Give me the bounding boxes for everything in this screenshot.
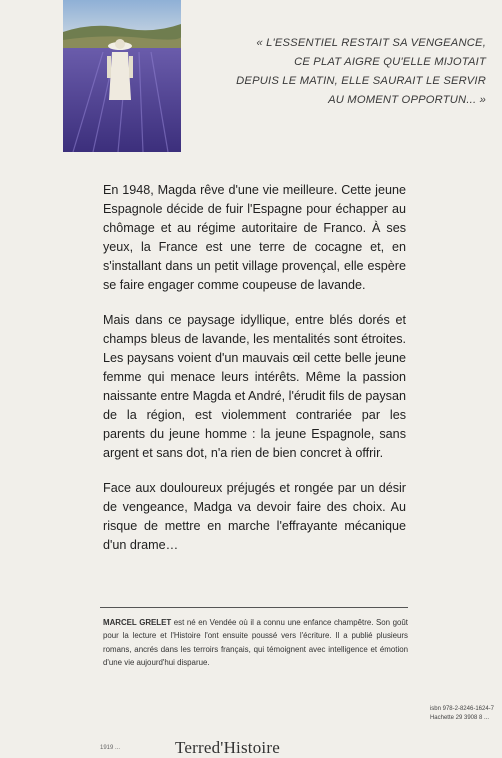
divider: [100, 607, 408, 608]
distributor-code: Hachette 29 3908 8 ...: [429, 715, 489, 721]
author-name: MARCEL GRELET: [103, 618, 172, 627]
isbn-block: [430, 705, 494, 723]
lavender-field-illustration: [63, 0, 181, 152]
synopsis-paragraph: Mais dans ce paysage idyllique, entre blés dorés et champs bleus de lavande, les mentalités sont étroites. Les paysans voient d'un mauvais œil cette belle jeune femme qui menace leurs intérêts. Même la passion naissante entre Magda et André, l'érudit fils de paysan de la région, est violemment contrariée par les parents du jeune homme : la jeune Espagnole, sans argent et sans dot, n'a rien de bien concret à offrir.: [103, 313, 406, 460]
series-logo: Terred'Histoire: [175, 738, 280, 757]
synopsis-paragraph: En 1948, Magda rêve d'une vie meilleure. Cette jeune Espagnole décide de fuir l'Espagne pour échapper au chômage et au régime autoritaire de Franco. À ses yeux, la France est une terre de cocagne et, en s'installant dans un petit village provençal, elle espère se faire engager comme coupeuse de lavande.: [103, 183, 406, 292]
synopsis-paragraph: Face aux douloureux préjugés et rongée par un désir de vengeance, Madga va devoir faire des choix. Au risque de mettre en marche l'effrayante mécanique d'un drame…: [103, 481, 406, 552]
pull-quote: [196, 34, 486, 110]
quote-line: DEPUIS LE MATIN, ELLE SAURAIT LE SERVIR: [236, 75, 486, 87]
author-bio: [103, 616, 408, 670]
quote-line: CE PLAT AIGRE QU'ELLE MIJOTAIT: [294, 56, 486, 68]
cover-photo: [63, 0, 181, 152]
author-bio-text: est né en Vendée où il a connu une enfance champêtre. Son goût pour la lecture et l'Histoire l'ont ensuite poussé vers l'écriture. Il a publié plusieurs romans, ancrés dans les terroirs français, qui témoignent avec intelligence et émotion d'une vie aujourd'hui disparue.: [103, 618, 408, 668]
quote-line: AU MOMENT OPPORTUN... »: [328, 94, 486, 106]
series-code: 1919 ...: [100, 745, 121, 751]
isbn-number: isbn 978-2-8246-1624-7: [429, 706, 494, 712]
synopsis: [103, 181, 406, 571]
quote-line: « L'ESSENTIEL RESTAIT SA VENGEANCE,: [256, 37, 486, 49]
